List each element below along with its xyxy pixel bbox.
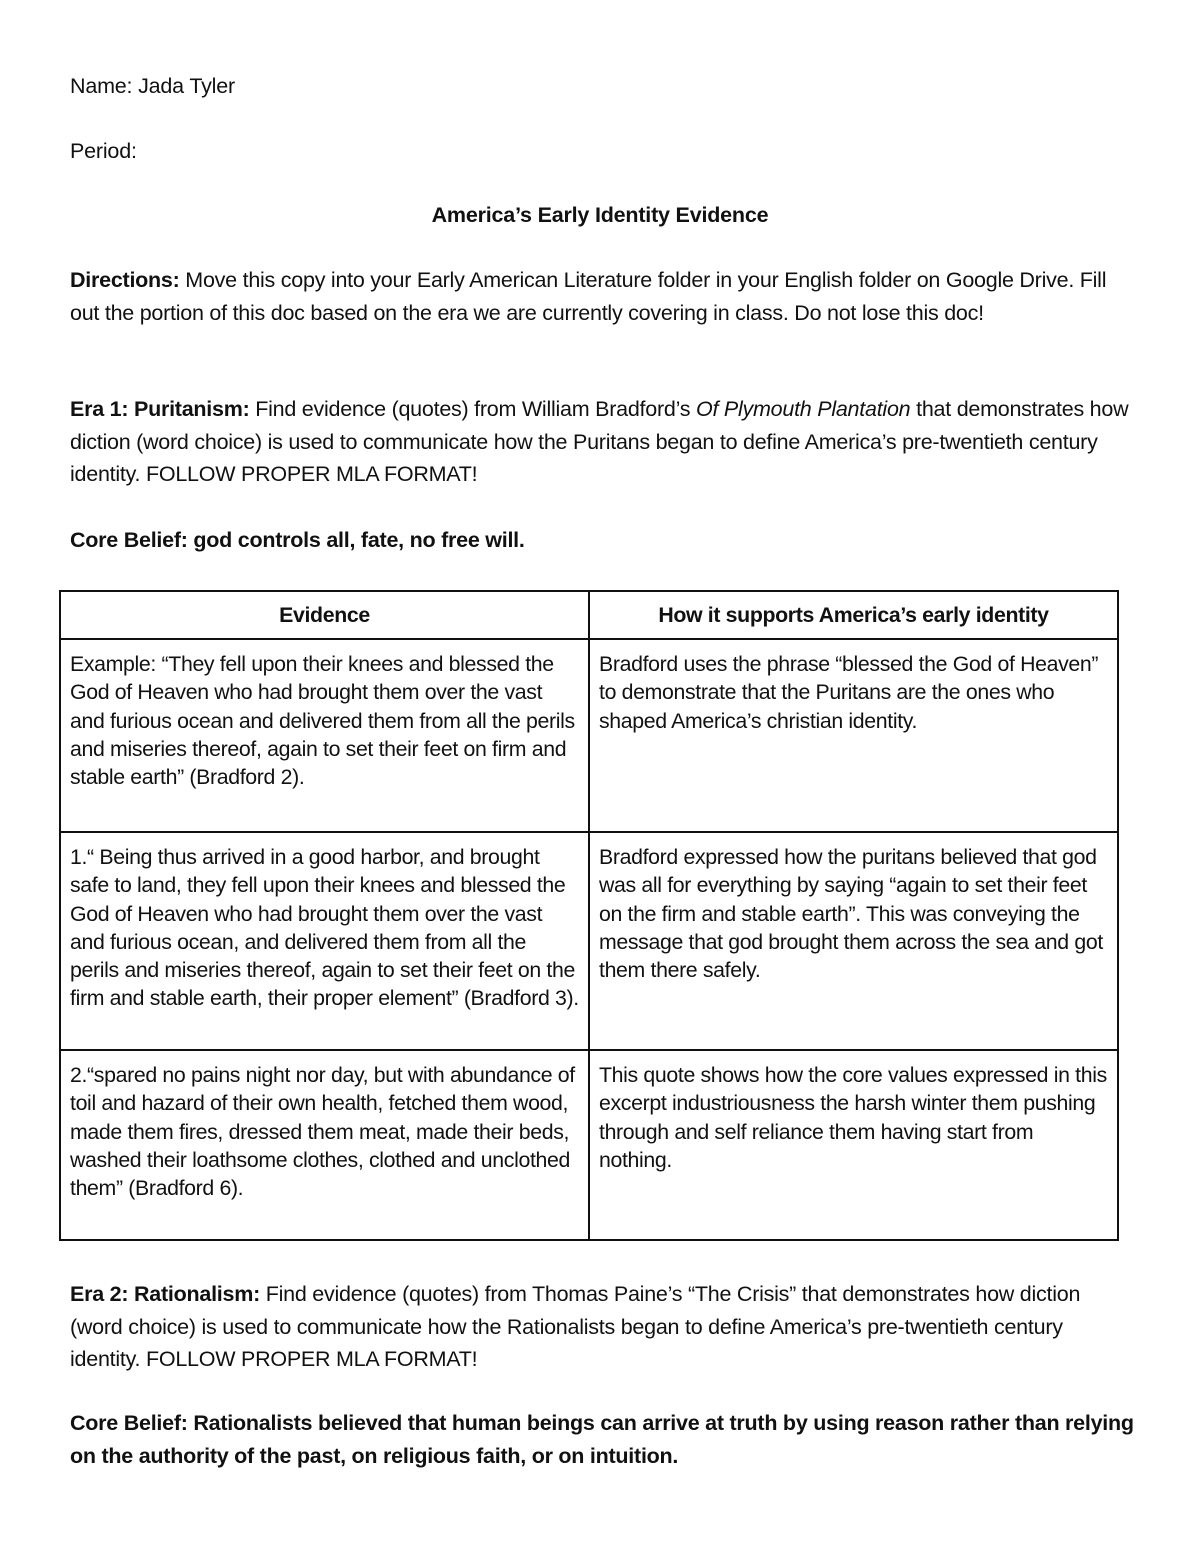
table-row — [60, 639, 1118, 832]
era2-label: Era 2: Rationalism: — [70, 1282, 260, 1306]
period-line — [70, 135, 137, 168]
name-value: Jada Tyler — [138, 74, 235, 98]
evidence-column-header: Evidence — [60, 591, 589, 639]
directions-paragraph — [70, 264, 1135, 329]
era2-core-belief-label: Core Belief: — [70, 1411, 188, 1435]
evidence-table — [59, 590, 1119, 1241]
table-header-row — [60, 591, 1118, 639]
support-cell[interactable]: Bradford uses the phrase “blessed the God of Heaven” to demonstrate that the Puritans are the ones who shaped America’s christian identity. — [589, 639, 1118, 832]
era1-text-after: that demonstrates how diction (word choice) is used to communicate how the Puritans began to define America’s pre-twentieth century identity. FOLLOW PROPER MLA FORMAT! — [70, 397, 1129, 486]
era1-label: Era 1: Puritanism: — [70, 397, 250, 421]
support-cell[interactable]: Bradford expressed how the puritans believed that god was all for everything by saying “again to set their feet on the firm and stable earth”. This was conveying the message that god brought them across the sea and got them there safely. — [589, 832, 1118, 1050]
table-row — [60, 832, 1118, 1050]
table-row — [60, 1050, 1118, 1240]
evidence-cell[interactable]: Example: “They fell upon their knees and blessed the God of Heaven who had brought them over the vast and furious ocean and delivered them from all the perils and miseries thereof, again to set their feet on firm and stable earth” (Bradford 2). — [60, 639, 589, 832]
era2-core-belief — [70, 1407, 1135, 1472]
era1-core-belief-text: god controls all, fate, no free will. — [193, 528, 525, 552]
evidence-cell[interactable]: 2.“spared no pains night nor day, but with abundance of toil and hazard of their own health, fetched them wood, made them fires, dressed them meat, made their beds, washed their loathsome clothes, clothed and unclothed them” (Bradford 6). — [60, 1050, 589, 1240]
directions-text: Move this copy into your Early American Literature folder in your English folder on Google Drive. Fill out the portion of this doc based on the era we are currently covering in class. Do not lose this doc! — [70, 268, 1107, 325]
era2-text: Find evidence (quotes) from Thomas Paine’s “The Crisis” that demonstrates how diction (word choice) is used to communicate how the Rationalists began to define America’s pre-twentieth century identity. FOLLOW PROPER MLA FORMAT! — [70, 1282, 1081, 1371]
period-label: Period: — [70, 139, 137, 163]
support-cell[interactable]: This quote shows how the core values expressed in this excerpt industriousness the harsh winter them pushing through and self reliance them having start from nothing. — [589, 1050, 1118, 1240]
era2-core-belief-text: Rationalists believed that human beings can arrive at truth by using reason rather than relying on the authority of the past, on religious faith, or on intuition. — [70, 1411, 1134, 1468]
era1-paragraph — [70, 393, 1135, 491]
directions-label: Directions: — [70, 268, 180, 292]
era1-core-belief — [70, 524, 1135, 557]
era1-work-title: Of Plymouth Plantation — [695, 397, 911, 421]
support-column-header: How it supports America’s early identity — [589, 591, 1118, 639]
evidence-cell[interactable]: 1.“ Being thus arrived in a good harbor, and brought safe to land, they fell upon their knees and blessed the God of Heaven who had brought them over the vast and furious ocean, and delivered them from all the perils and miseries thereof, again to set their feet on the firm and stable earth, their proper element” (Bradford 3). — [60, 832, 589, 1050]
era2-paragraph — [70, 1278, 1135, 1376]
name-label: Name: — [70, 74, 133, 98]
era1-core-belief-label: Core Belief: — [70, 528, 188, 552]
era1-text-before: Find evidence (quotes) from William Bradford’s — [255, 397, 691, 421]
name-line — [70, 70, 235, 103]
document-title: America’s Early Identity Evidence — [431, 203, 769, 227]
